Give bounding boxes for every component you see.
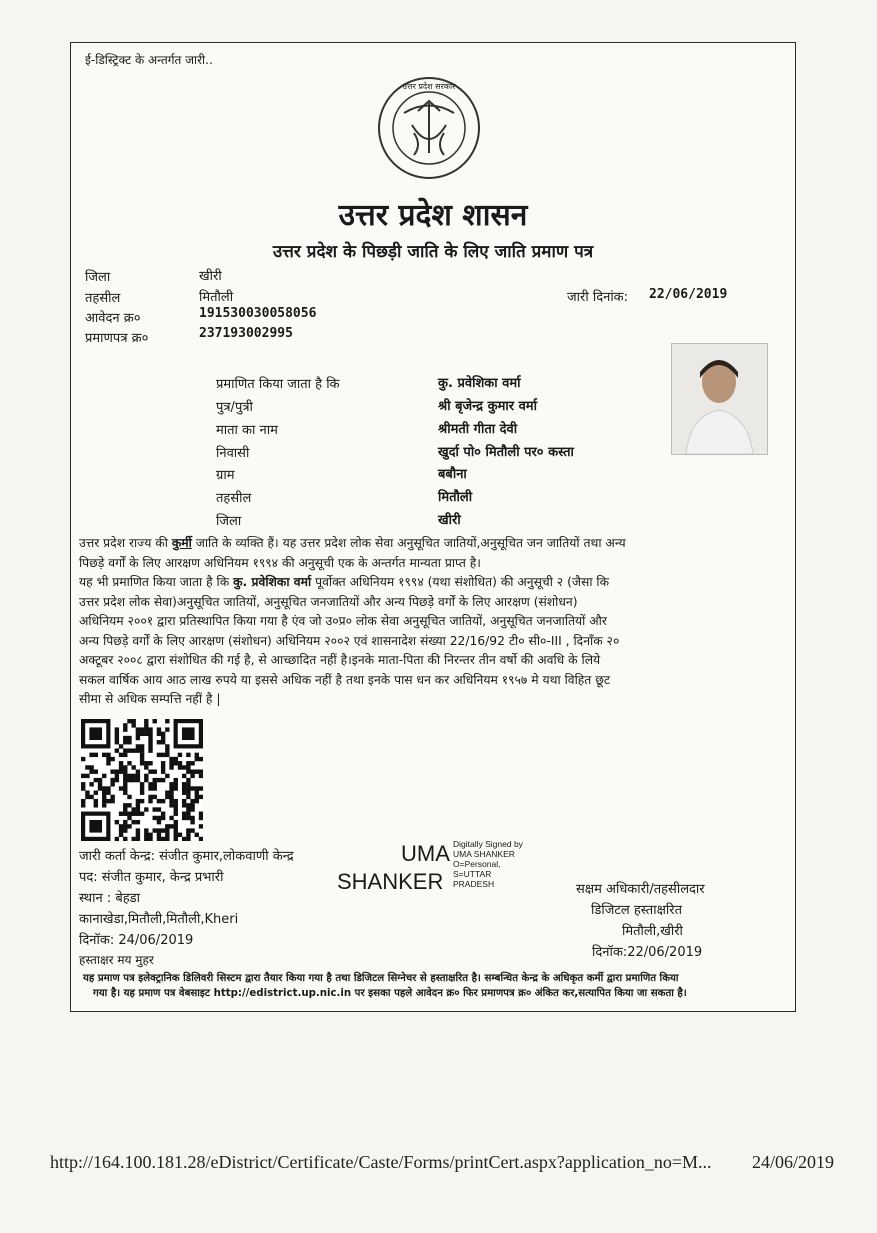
header-note: ई-डिस्ट्रिक्ट के अन्तर्गत जारी.. bbox=[85, 53, 213, 67]
digital-sign-detail: Digitally Signed by UMA SHANKER O=Personal, S=UTTAR PRADESH bbox=[453, 839, 523, 889]
detail-label-mother: माता का नाम bbox=[216, 423, 278, 438]
detail-label-certified: प्रमाणित किया जाता है कि bbox=[216, 377, 340, 392]
applicant-photo bbox=[671, 343, 768, 455]
issue-date: 22/06/2019 bbox=[649, 287, 728, 302]
print-date: 24/06/2019 bbox=[752, 1152, 835, 1172]
body-line: पिछड़े वर्गों के लिए आरक्षण अधिनियम १९९४ की अनुसूची एक के अन्तर्गत मान्यता प्राप्त है। bbox=[79, 555, 481, 570]
meta-label-application-no: आवेदन क्र० bbox=[85, 311, 141, 326]
body-line: सीमा से अधिक सम्पत्ति नहीं है | bbox=[79, 692, 221, 706]
emblem-text: उत्तर प्रदेश सरकार bbox=[402, 82, 456, 91]
disclaimer-line-2: गया है। यह प्रमाण पत्र वेबसाइट http://edistrict.up.nic.in पर इसका पहले आवेदन क्र० फिर प्रमाणपत्र क्र० अंकित कर,सत्यापित किया जा सकता है। bbox=[93, 988, 687, 999]
issue-date-label: जारी दिनांक: bbox=[567, 290, 629, 305]
caste-name: कुर्मी bbox=[171, 536, 192, 550]
authority-title: सक्षम अधिकारी/तहसीलदार bbox=[576, 882, 705, 897]
certificate-frame bbox=[70, 42, 796, 1012]
issuer-centre: जारी कर्ता केन्द्र: संजीत कुमार,लोकवाणी केन्द्र bbox=[79, 849, 294, 864]
meta-value-certificate-no: 237193002995 bbox=[199, 326, 293, 341]
issuer-sign-label: हस्ताक्षर मय मुहर bbox=[79, 953, 154, 967]
print-url: http://164.100.181.28/eDistrict/Certificate/Caste/Forms/printCert.aspx?application_no=M... bbox=[50, 1152, 712, 1172]
certificate-title: उत्तर प्रदेश के पिछड़ी जाति के लिए जाति प्रमाण पत्र bbox=[272, 242, 594, 262]
issuer-post: पद: संजीत कुमार, केन्द्र प्रभारी bbox=[79, 870, 224, 885]
qr-code bbox=[81, 719, 203, 841]
meta-value-district: खीरी bbox=[199, 269, 222, 284]
meta-label-tehsil: तहसील bbox=[85, 291, 121, 306]
detail-label-child-of: पुत्र/पुत्री bbox=[216, 400, 253, 415]
meta-value-application-no: 191530030058056 bbox=[199, 306, 317, 321]
disclaimer bbox=[83, 971, 783, 1001]
body-line: अक्टूबर २००८ द्वारा संशोधित की गई है, से आच्छादित नहीं है।इनके माता-पिता की निरन्तर तीन वर्षो की अवधि के लिये bbox=[79, 653, 601, 667]
authority-sign: डिजिटल हस्ताक्षरित bbox=[591, 903, 682, 918]
body-line: सकल वार्षिक आय आठ लाख रुपये या इससे अधिक नहीं है तथा इनके पास धन कर अधिनियम १९५७ मे यथा विहित छूट bbox=[79, 672, 611, 687]
govt-title: उत्तर प्रदेश शासन bbox=[338, 198, 528, 233]
disclaimer-line-1: यह प्रमाण पत्र इलेक्ट्रानिक डिलिवरी सिस्टम द्वारा तैयार किया गया है तथा डिजिटल सिग्नेचर से हस्ताक्षरित है। सम्बन्धित केन्द्र के अधिकृत कर्मी द्वारा प्रमाणित किया bbox=[83, 973, 679, 984]
body-line: यह भी प्रमाणित किया जाता है कि कु. प्रवेशिका वर्मा पूर्वोक्त अधिनियम १९९४ (यथा संशोधित) की अनुसूची २ (जैसा कि bbox=[79, 575, 610, 589]
digital-sign-name-1: UMA bbox=[401, 841, 450, 866]
meta-label-district: जिला bbox=[85, 270, 111, 285]
authority-date: दिनॉक:22/06/2019 bbox=[592, 945, 703, 960]
detail-value-tehsil: मितौली bbox=[438, 490, 473, 505]
digital-sign-name-2: SHANKER bbox=[337, 869, 444, 894]
meta-label-certificate-no: प्रमाणपत्र क्र० bbox=[85, 331, 149, 346]
detail-label-tehsil: तहसील bbox=[216, 491, 252, 506]
issuer-place: स्थान : बेहडा bbox=[79, 891, 140, 906]
authority-place: मितौली,खीरी bbox=[622, 924, 683, 939]
detail-label-district: जिला bbox=[216, 514, 242, 529]
detail-value-resident: खुर्दा पो० मितौली पर० कस्ता bbox=[438, 445, 574, 460]
detail-label-village: ग्राम bbox=[216, 468, 235, 483]
certificate-body bbox=[79, 534, 785, 710]
detail-value-village: बबौना bbox=[438, 467, 467, 482]
detail-value-name: कु. प्रवेशिका वर्मा bbox=[438, 376, 521, 391]
issuer-address: कानाखेडा,मितौली,मितौली,Kheri bbox=[79, 912, 239, 927]
body-line: उत्तर प्रदेश राज्य की कुर्मी जाति के व्यक्ति हैं। यह उत्तर प्रदेश लोक सेवा अनुसूचित जातियों,अनुसूचित जन जातियों तथा अन्य bbox=[79, 536, 626, 550]
detail-value-district: खीरी bbox=[438, 513, 461, 528]
issuer-date: दिनॉक: 24/06/2019 bbox=[79, 933, 194, 948]
applicant-name-inline: कु. प्रवेशिका वर्मा bbox=[233, 575, 312, 589]
body-line: उत्तर प्रदेश लोक सेवा)अनुसूचित जातियों, अनुसूचित जनजातियों और अन्य पिछड़े वर्गों के लिए आरक्षण (संशोधन) bbox=[79, 594, 578, 609]
meta-value-tehsil: मितौली bbox=[199, 290, 234, 305]
detail-value-father: श्री बृजेन्द्र कुमार वर्मा bbox=[438, 399, 537, 414]
detail-value-mother: श्रीमती गीता देवी bbox=[438, 422, 518, 437]
detail-label-resident: निवासी bbox=[216, 446, 250, 461]
up-govt-emblem-icon bbox=[374, 73, 484, 183]
body-line: अन्य पिछड़े वर्गों के लिए आरक्षण (संशोधन) अधिनियम २००२ एवं शासनादेश संख्या 22/16/92 टी० सी०-III , दिनाँक २० bbox=[79, 633, 620, 648]
body-line: अधिनियम २००१ द्वारा प्रतिस्थापित किया गया है एंव जो उ०प्र० लोक सेवा अनुसूचित जातियों, अनुसूचित जनजातियों और bbox=[79, 614, 607, 628]
